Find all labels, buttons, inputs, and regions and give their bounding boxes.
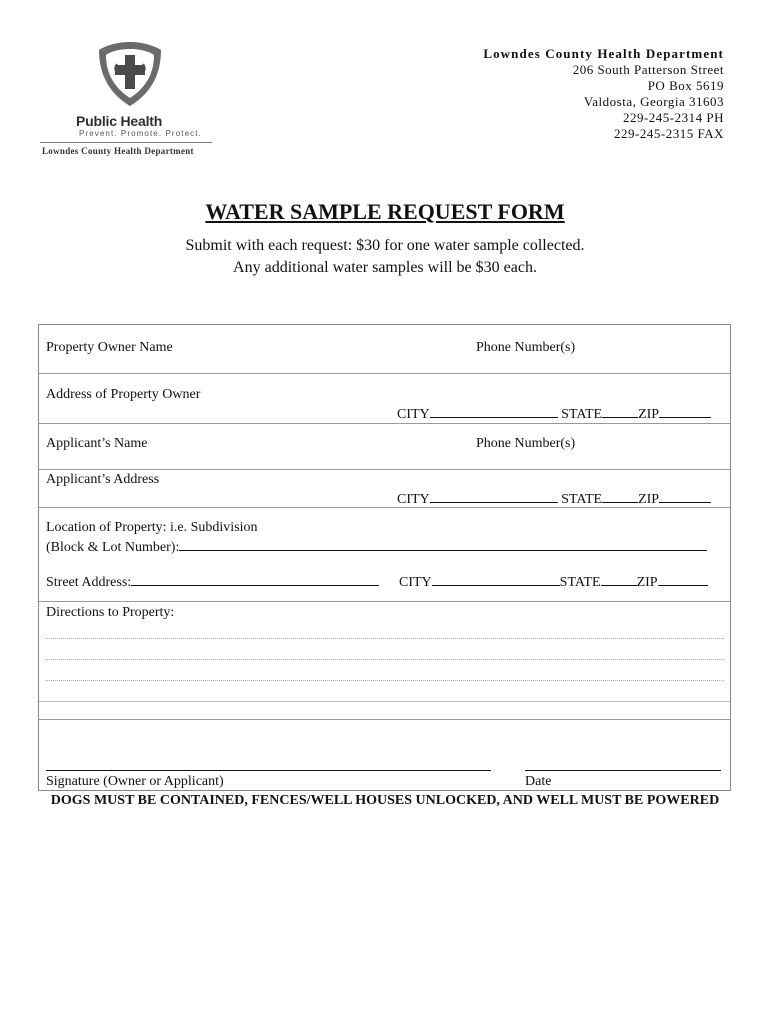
owner-state-field[interactable] (602, 405, 638, 418)
applicant-city-state-zip (397, 490, 711, 508)
contact-block (483, 46, 724, 142)
property-city-state-zip (399, 573, 708, 591)
property-city-label: CITY (399, 575, 432, 590)
date-field[interactable] (525, 770, 721, 771)
property-zip-field[interactable] (658, 573, 708, 586)
contact-fax: 229-245-2315 FAX (614, 126, 724, 141)
logo-divider (40, 142, 212, 143)
applicant-phone-label: Phone Number(s) (476, 436, 576, 451)
block-lot-row (46, 538, 707, 556)
block-lot-field[interactable] (179, 538, 707, 551)
directions-line[interactable] (45, 680, 724, 681)
logo-tagline: Prevent. Promote. Protect. (79, 129, 202, 138)
applicant-city-label: CITY (397, 492, 430, 507)
contact-org: Lowndes County Health Department (483, 46, 724, 61)
subtitle-line-1: Submit with each request: $30 for one water sample collected. (185, 237, 585, 254)
contact-po-box: PO Box 5619 (647, 78, 724, 93)
applicant-state-field[interactable] (602, 490, 638, 503)
date-label: Date (525, 774, 552, 789)
location-label: Location of Property: i.e. Subdivision (46, 520, 258, 535)
row-divider (39, 373, 730, 374)
row-divider (39, 507, 730, 508)
signature-field[interactable] (46, 770, 491, 771)
applicant-zip-field[interactable] (659, 490, 711, 503)
owner-state-label: STATE (561, 407, 603, 422)
subtitle-line-2: Any additional water samples will be $30 each. (233, 259, 537, 276)
shield-cross-icon (95, 40, 165, 108)
property-city-field[interactable] (432, 573, 560, 586)
owner-city-label: CITY (397, 407, 430, 422)
request-form (38, 324, 731, 791)
logo-name: Public Health (76, 113, 163, 129)
street-row (46, 573, 379, 591)
owner-city-state-zip (397, 405, 711, 423)
public-health-logo (40, 40, 220, 160)
owner-phone-label: Phone Number(s) (476, 340, 576, 355)
applicant-name-label: Applicant’s Name (46, 436, 148, 451)
street-label: Street Address: (46, 575, 132, 590)
form-title: WATER SAMPLE REQUEST FORM (205, 199, 565, 224)
row-divider (39, 469, 730, 470)
contact-city: Valdosta, Georgia 31603 (583, 94, 724, 109)
property-state-label: STATE (559, 575, 601, 590)
applicant-city-field[interactable] (430, 490, 558, 503)
applicant-zip-label: ZIP (638, 492, 660, 507)
row-divider (39, 601, 730, 602)
contact-street: 206 South Patterson Street (572, 62, 724, 77)
applicant-state-label: STATE (561, 492, 603, 507)
property-zip-label: ZIP (636, 575, 658, 590)
owner-zip-field[interactable] (659, 405, 711, 418)
directions-line[interactable] (45, 659, 724, 660)
contact-phone: 229-245-2314 PH (622, 110, 724, 125)
owner-city-field[interactable] (430, 405, 558, 418)
applicant-address-label: Applicant’s Address (46, 472, 160, 487)
row-divider (39, 719, 730, 720)
signature-label: Signature (Owner or Applicant) (46, 774, 224, 789)
owner-address-label: Address of Property Owner (46, 387, 201, 402)
row-divider (39, 701, 730, 702)
directions-label: Directions to Property: (46, 605, 175, 620)
warning-notice: DOGS MUST BE CONTAINED, FENCES/WELL HOUSES UNLOCKED, AND WELL MUST BE POWERED (50, 793, 720, 808)
street-field[interactable] (131, 573, 379, 586)
block-lot-label: (Block & Lot Number): (46, 540, 180, 555)
logo-department: Lowndes County Health Department (42, 146, 194, 156)
directions-line[interactable] (45, 638, 724, 639)
property-state-field[interactable] (601, 573, 637, 586)
owner-zip-label: ZIP (638, 407, 660, 422)
owner-name-label: Property Owner Name (46, 340, 173, 355)
row-divider (39, 423, 730, 424)
